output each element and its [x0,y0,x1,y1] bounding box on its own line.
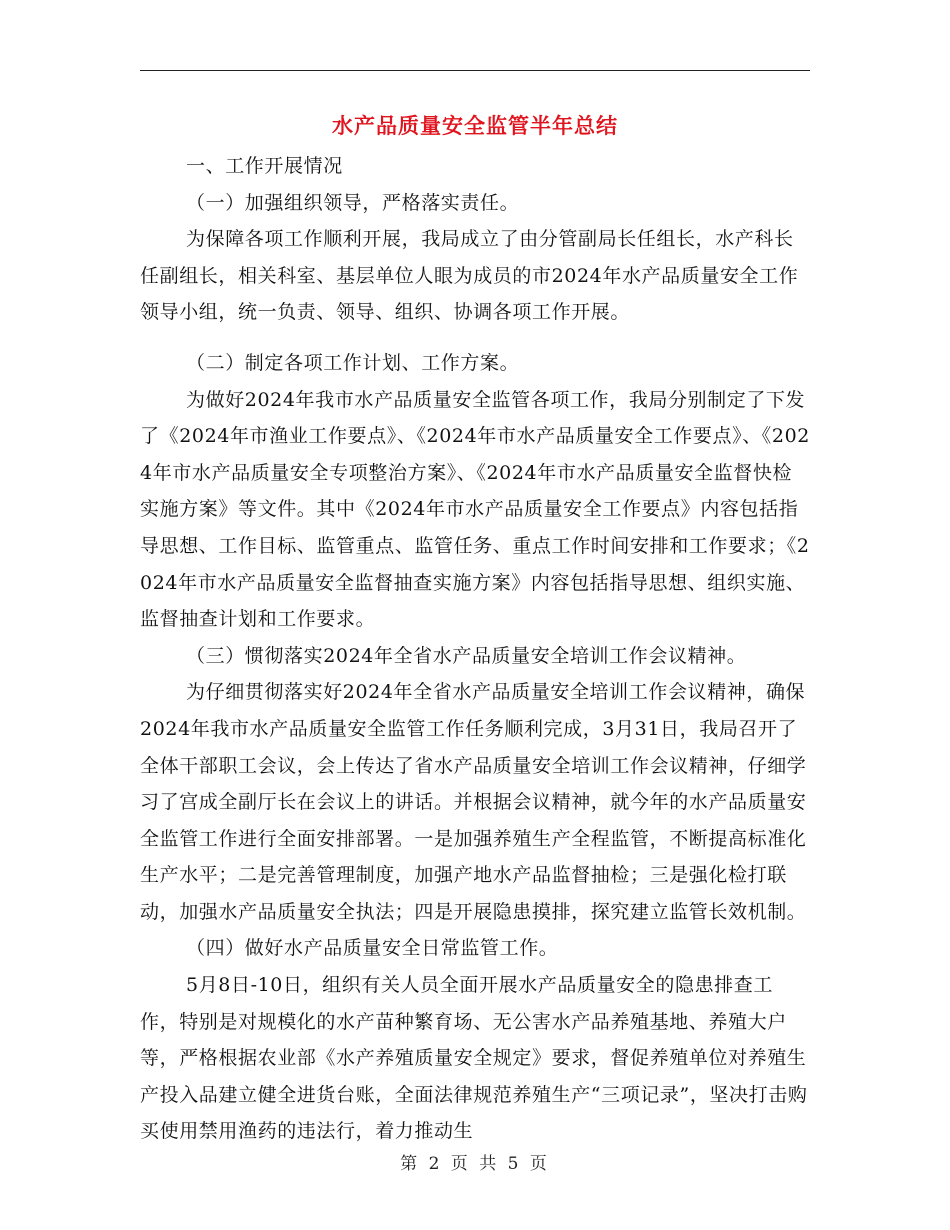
body-paragraph: 为做好2024年我市水产品质量安全监管各项工作，我局分别制定了下发了《2024年市渔业工作要点》、《2024年市水产品质量安全工作要点》、《2024年市水产品质量安全专项整治方案》、《2024年市水产品质量安全监督快检实施方案》等文件。其中《2024年市水产品质量安全工作要点》内容包括指导思想、工作目标、监管重点、监管任务、重点工作时间安排和工作要求；《2024年市水产品质量安全监督抽查实施方案》内容包括指导思想、组织实施、监督抽查计划和工作要求。 [140,388,810,631]
document-title: 水产品质量安全监管半年总结 [332,113,618,138]
document-body [140,148,810,1150]
paragraph-gap [140,331,810,345]
header-rule [140,70,810,71]
page-number-footer: 第 2 页 共 5 页 [400,1154,550,1174]
body-paragraph: 5月8日-10日，组织有关人员全面开展水产品质量安全的隐患排查工作，特别是对规模化的水产苗种繁育场、无公害水产品养殖基地、养殖大户等，严格根据农业部《水产养殖质量安全规定》要求，督促养殖单位对养殖生产投入品建立健全进货台账，全面法律规范养殖生产“三项记录”，坚决打击购买使用禁用渔药的违法行，着力推动生 [140,974,808,1143]
body-paragraph: 为保障各项工作顺利开展，我局成立了由分管副局长任组长，水产科长任副组长，相关科室、基层单位人眼为成员的市2024年水产品质量安全工作领导小组，统一负责、领导、组织、协调各项工作开展。 [140,228,799,324]
subsection-heading: （三）惯彻落实2024年全省水产品质量安全培训工作会议精神。 [186,644,747,667]
body-paragraph: 为仔细贯彻落实好2024年全省水产品质量安全培训工作会议精神，确保2024年我市水产品质量安全监管工作任务顺利完成，3月31日，我局召开了全体干部职工会议，会上传达了省水产品质量安全培训工作会议精神，仔细学习了宫成全副厅长在会议上的讲话。并根据会议精神，就今年的水产品质量安全监管工作进行全面安排部署。一是加强养殖生产全程监管，不断提高标准化生产水平；二是完善管理制度，加强产地水产品监督抽检；三是强化检打联动，加强水产品质量安全执法；四是开展隐患摸排，探究建立监管长效机制。 [140,681,807,923]
subsection-heading: （二）制定各项工作计划、工作方案。 [186,351,520,374]
subsection-heading: （四）做好水产品质量安全日常监管工作。 [186,937,559,960]
section-heading: 一、工作开展情况 [186,155,343,177]
subsection-heading: （一）加强组织领导，严格落实责任。 [186,191,520,214]
